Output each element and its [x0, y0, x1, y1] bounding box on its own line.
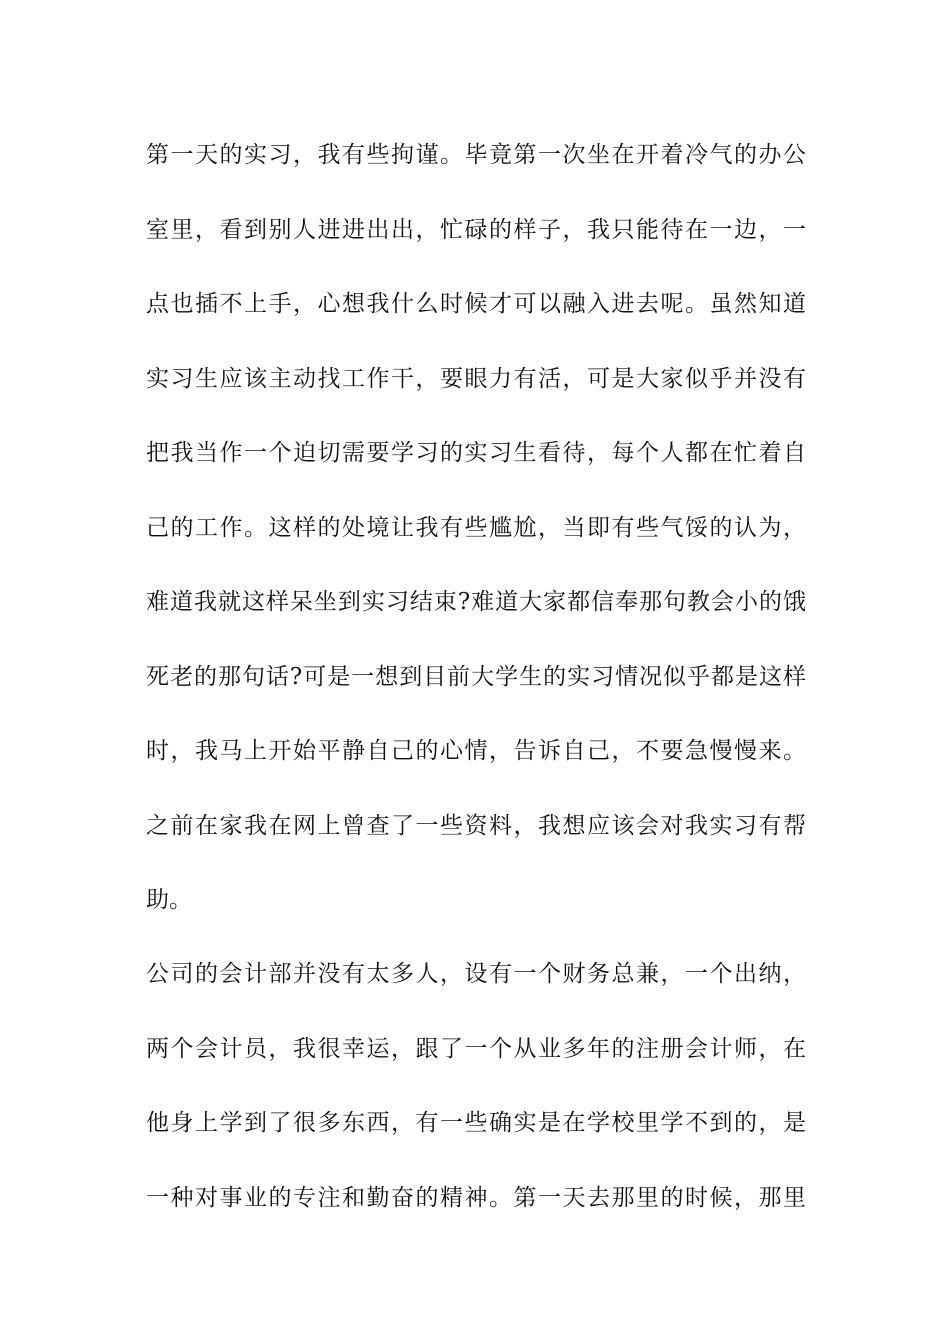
text-line-last: 助。: [146, 887, 192, 913]
text-line: 两个会计员，我很幸运，跟了一个从业多年的注册会计师，在: [146, 1035, 806, 1062]
text-line: 他身上学到了很多东西，有一些确实是在学校里学不到的，是: [146, 1110, 806, 1136]
text-line: 之前在家我在网上曾查了一些资料，我想应该会对我实习有帮: [146, 812, 806, 839]
text-line: 时，我马上开始平静自己的心情，告诉自己，不要急慢慢来。: [146, 738, 806, 764]
text-line: 第一天的实习，我有些拘谨。毕竟第一次坐在开着冷气的办公: [146, 142, 806, 168]
text-line: 实习生应该主动找工作干，要眼力有活，可是大家似乎并没有: [146, 365, 806, 392]
paragraph-2: [146, 955, 806, 1253]
paragraph-1: [146, 136, 806, 956]
text-line: 死老的那句话?可是一想到目前大学生的实习情况似乎都是这样: [146, 663, 806, 690]
text-line: 把我当作一个迫切需要学习的实习生看待，每个人都在忙着自: [146, 440, 806, 466]
text-line: 一种对事业的专注和勤奋的精神。第一天去那里的时候，那里: [146, 1184, 806, 1211]
text-line: 难道我就这样呆坐到实习结束?难道大家都信奉那句教会小的饿: [146, 589, 806, 615]
text-line: 室里，看到别人进进出出，忙碌的样子，我只能待在一边，一: [146, 216, 806, 243]
text-line: 点也插不上手，心想我什么时候才可以融入进去呢。虽然知道: [146, 291, 806, 317]
text-line: 公司的会计部并没有太多人，设有一个财务总兼，一个出纳，: [146, 961, 806, 987]
text-line: 己的工作。这样的处境让我有些尴尬，当即有些气馁的认为，: [146, 514, 806, 541]
